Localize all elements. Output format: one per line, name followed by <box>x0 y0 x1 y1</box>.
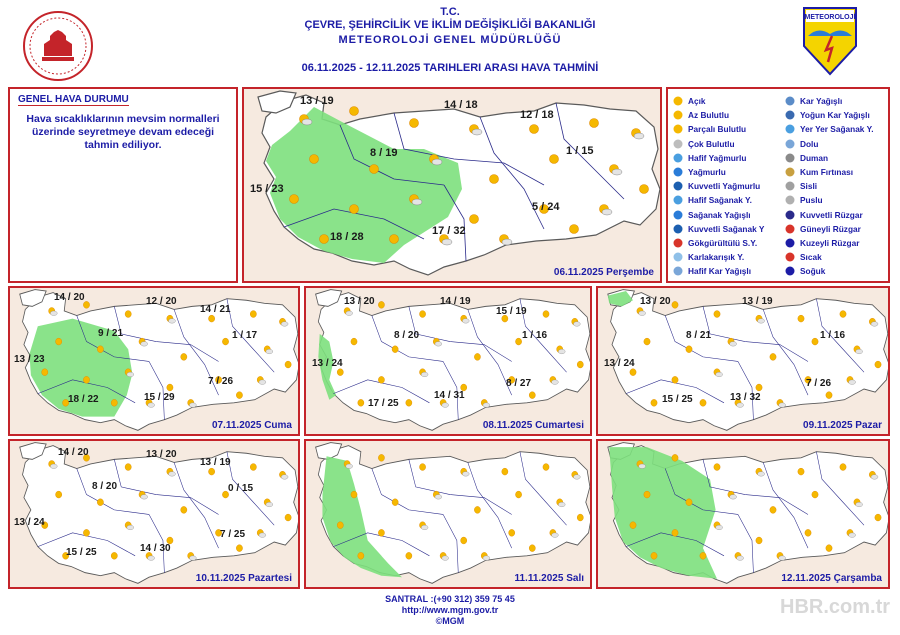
sandstorm-icon <box>784 166 796 178</box>
legend-item <box>672 222 764 236</box>
heavy-shower-icon <box>672 223 684 235</box>
temp-label: 13 / 24 <box>604 358 635 369</box>
sun-icon <box>515 491 521 498</box>
sun-icon <box>826 392 832 399</box>
forecast-map-day-3 <box>304 286 592 436</box>
legend-item <box>784 137 874 151</box>
hail-icon <box>784 138 796 150</box>
footer-url[interactable]: http://www.mgm.gov.tr <box>401 605 499 615</box>
directorate-title: METEOROLOJİ GENEL MÜDÜRLÜĞÜ <box>338 34 562 46</box>
legend-label: Az Bulutlu <box>688 110 730 121</box>
legend-item <box>672 137 764 151</box>
legend-item <box>672 208 764 222</box>
sun-icon <box>798 468 804 475</box>
sun-icon <box>840 464 846 471</box>
sun-icon <box>97 499 103 506</box>
map-date-label: 08.11.2025 Cumartesi <box>482 420 584 431</box>
temp-label: 14 / 18 <box>444 99 478 111</box>
legend-item <box>784 264 874 278</box>
sun-icon <box>714 311 720 318</box>
temp-label: 12 / 20 <box>146 296 177 307</box>
map-date-label: 06.11.2025 Perşembe <box>553 267 654 278</box>
sun-icon <box>826 545 832 552</box>
sun-icon <box>770 506 776 513</box>
sun-icon <box>812 338 818 345</box>
sun-icon <box>390 235 399 244</box>
turkey-map <box>306 288 592 436</box>
sun-icon <box>543 464 549 471</box>
sun-icon <box>350 205 359 214</box>
sun-icon <box>208 468 214 475</box>
general-weather-title: GENEL HAVA DURUMU <box>18 94 129 105</box>
legend-label: Sağanak Yağışlı <box>688 209 751 220</box>
footer-copyright: ©MGM <box>435 616 465 626</box>
temp-label: 1 / 16 <box>522 330 548 341</box>
legend-item <box>784 94 874 108</box>
header-tc: T.C. <box>440 6 460 18</box>
temp-label: 15 / 25 <box>662 394 693 405</box>
map-date-label: 09.11.2025 Pazar <box>803 420 882 431</box>
legend-item <box>672 94 764 108</box>
temp-label: 14 / 31 <box>434 390 465 401</box>
legend-item <box>784 208 874 222</box>
sun-icon <box>490 175 499 184</box>
sun-icon <box>515 338 521 345</box>
sun-icon <box>83 529 89 536</box>
sun-icon <box>250 464 256 471</box>
sun-icon <box>370 165 379 174</box>
sun-icon <box>474 506 480 513</box>
watermark: HBR.com.tr <box>780 596 891 618</box>
haze-icon <box>784 194 796 206</box>
legend-label: Yağmurlu <box>688 167 726 178</box>
scattered-shower-icon <box>784 123 796 135</box>
legend-item <box>672 122 764 136</box>
legend-label: Karlakarışık Y. <box>688 252 745 263</box>
sun-icon <box>590 119 599 128</box>
sun-icon <box>419 464 425 471</box>
legend-item <box>784 165 874 179</box>
thunderstorm-icon <box>672 237 684 249</box>
sun-icon <box>570 225 579 234</box>
legend-label: Hafif Kar Yağışlı <box>688 266 752 277</box>
sun-icon <box>672 95 684 107</box>
hot-icon <box>784 251 796 263</box>
general-weather-text: Hava sıcaklıklarının mevsim normalleri üzerinde seyretmeye devam edeceği tahmin ediliyor. <box>26 113 220 151</box>
sun-icon <box>358 552 364 559</box>
legend-item <box>672 108 764 122</box>
cold-icon <box>784 265 796 277</box>
legend-label: Kuvvetli Sağanak Y <box>688 223 765 234</box>
sun-icon <box>111 552 117 559</box>
turkey-map <box>244 89 662 283</box>
map-date-label: 12.11.2025 Çarşamba <box>781 573 882 584</box>
temp-label: 13 / 20 <box>344 296 375 307</box>
legend-label: Duman <box>800 152 829 163</box>
temp-label: 13 / 24 <box>312 358 343 369</box>
sleet-icon <box>672 251 684 263</box>
legend-item <box>672 250 764 264</box>
sun-icon <box>378 376 384 383</box>
temp-label: 13 / 24 <box>14 517 45 528</box>
turkey-map <box>598 288 890 436</box>
forecast-map-day-4 <box>596 286 890 436</box>
sun-icon <box>350 107 359 116</box>
sun-icon <box>56 491 62 498</box>
logo-text: METEOROLOJİ <box>804 14 856 21</box>
legend-label: Yoğun Kar Yağışlı <box>800 110 870 121</box>
sun-icon <box>337 369 343 376</box>
forecast-range-title: 06.11.2025 - 12.11.2025 TARIHLERI ARASI HAVA TAHMİNİ <box>301 62 599 74</box>
sun-icon <box>351 338 357 345</box>
legend-label: Kuvvetli Rüzgar <box>800 209 863 220</box>
sun-icon <box>42 369 48 376</box>
rain-icon <box>672 166 684 178</box>
sun-icon <box>181 353 187 360</box>
temp-label: 13 / 19 <box>200 457 231 468</box>
sun-icon <box>502 468 508 475</box>
sun-icon <box>236 545 242 552</box>
sun-icon <box>672 529 678 536</box>
temp-label: 13 / 19 <box>300 95 334 107</box>
partly-cloudy-icon <box>672 123 684 135</box>
legend-item <box>784 193 874 207</box>
legend-label: Sıcak <box>800 252 822 263</box>
temp-label: 14 / 21 <box>200 304 231 315</box>
sun-icon <box>798 315 804 322</box>
sun-icon <box>250 311 256 318</box>
legend-item <box>784 179 874 193</box>
forecast-map-day-1 <box>242 87 662 283</box>
forecast-map-day-2 <box>8 286 300 436</box>
legend-label: Sisli <box>800 181 818 192</box>
turkey-map <box>10 441 300 589</box>
legend-item <box>784 222 874 236</box>
sun-icon <box>83 376 89 383</box>
strong-wind-icon <box>784 209 796 221</box>
sun-icon <box>805 529 811 536</box>
temp-label: 8 / 27 <box>506 378 532 389</box>
sun-icon <box>756 537 762 544</box>
temp-label: 18 / 28 <box>330 231 364 243</box>
legend-label: Kum Fırtınası <box>800 167 854 178</box>
temp-label: 17 / 25 <box>368 398 399 409</box>
temp-label: 17 / 32 <box>432 225 466 237</box>
turkey-map <box>10 288 300 436</box>
fog-icon <box>784 180 796 192</box>
sun-icon <box>392 499 398 506</box>
sun-icon <box>644 491 650 498</box>
north-wind-icon <box>784 237 796 249</box>
sun-icon <box>672 301 678 308</box>
sun-icon <box>672 376 678 383</box>
forecast-map-day-6 <box>304 439 592 589</box>
sun-icon <box>812 491 818 498</box>
legend-item <box>672 151 764 165</box>
few-clouds-icon <box>672 109 684 121</box>
sun-icon <box>125 464 131 471</box>
sun-icon <box>337 522 343 529</box>
legend-label: Puslu <box>800 195 823 206</box>
legend-column-2 <box>784 94 874 278</box>
sun-icon <box>208 315 214 322</box>
forecast-map-day-7 <box>596 439 890 589</box>
ministry-emblem-icon <box>22 10 94 82</box>
temp-label: 12 / 18 <box>520 109 554 121</box>
legend-item <box>672 179 764 193</box>
sun-icon <box>406 399 412 406</box>
sun-icon <box>714 464 720 471</box>
temp-label: 13 / 32 <box>730 392 761 403</box>
sun-icon <box>875 361 881 368</box>
turkey-land <box>611 293 890 431</box>
temp-label: 8 / 20 <box>394 330 420 341</box>
sun-icon <box>125 311 131 318</box>
sun-icon <box>686 499 692 506</box>
sun-icon <box>640 185 649 194</box>
legend-label: Açık <box>688 96 706 107</box>
temp-label: 8 / 19 <box>370 147 398 159</box>
sun-icon <box>410 119 419 128</box>
temp-label: 14 / 19 <box>440 296 471 307</box>
sun-icon <box>378 301 384 308</box>
sun-icon <box>474 353 480 360</box>
sun-icon <box>285 514 291 521</box>
shower-icon <box>672 209 684 221</box>
sun-icon <box>310 155 319 164</box>
temp-label: 1 / 17 <box>232 330 258 341</box>
sun-icon <box>406 552 412 559</box>
south-wind-icon <box>784 223 796 235</box>
legend-item <box>784 250 874 264</box>
sun-icon <box>651 552 657 559</box>
sun-icon <box>630 369 636 376</box>
turkey-land <box>318 293 591 431</box>
sun-icon <box>875 514 881 521</box>
legend-item <box>784 151 874 165</box>
temp-label: 13 / 19 <box>742 296 773 307</box>
meteorology-logo-icon <box>802 6 858 76</box>
temp-label: 14 / 20 <box>54 292 85 303</box>
smoke-icon <box>784 152 796 164</box>
sun-icon <box>392 346 398 353</box>
sun-icon <box>509 529 515 536</box>
temp-label: 7 / 26 <box>806 378 832 389</box>
temp-label: 0 / 15 <box>228 483 254 494</box>
turkey-map <box>306 441 592 589</box>
temp-label: 15 / 19 <box>496 306 527 317</box>
legend-item <box>784 108 874 122</box>
legend-label: Yer Yer Sağanak Y. <box>800 124 874 135</box>
sun-icon <box>351 491 357 498</box>
temp-label: 14 / 30 <box>140 543 171 554</box>
legend-column-1 <box>672 94 764 278</box>
map-date-label: 07.11.2025 Cuma <box>211 420 292 431</box>
sun-icon <box>378 529 384 536</box>
sun-icon <box>644 338 650 345</box>
sun-icon <box>529 545 535 552</box>
sun-icon <box>700 552 706 559</box>
legend-label: Parçalı Bulutlu <box>688 124 747 135</box>
temp-label: 1 / 16 <box>820 330 846 341</box>
light-rain-icon <box>672 152 684 164</box>
turkey-map <box>598 441 890 589</box>
legend-label: Kuzeyli Rüzgar <box>800 237 860 248</box>
legend-label: Hafif Yağmurlu <box>688 152 747 163</box>
legend-item <box>784 122 874 136</box>
temp-label: 9 / 21 <box>98 328 124 339</box>
light-shower-icon <box>672 194 684 206</box>
legend-label: Kar Yağışlı <box>800 96 843 107</box>
sun-icon <box>550 155 559 164</box>
temp-label: 15 / 23 <box>250 183 284 195</box>
sun-icon <box>529 392 535 399</box>
heavy-rain-icon <box>672 180 684 192</box>
sun-icon <box>756 384 762 391</box>
legend-label: Kuvvetli Yağmurlu <box>688 181 761 192</box>
sun-icon <box>97 346 103 353</box>
sun-icon <box>543 311 549 318</box>
forecast-map-day-5 <box>8 439 300 589</box>
legend-item <box>784 236 874 250</box>
temp-label: 13 / 23 <box>14 354 45 365</box>
temp-label: 7 / 26 <box>208 376 234 387</box>
legend-box <box>666 87 890 283</box>
sun-icon <box>320 235 329 244</box>
sun-icon <box>686 346 692 353</box>
turkey-land <box>23 446 300 584</box>
snow-icon <box>784 95 796 107</box>
sun-icon <box>470 215 479 224</box>
sun-icon <box>419 311 425 318</box>
sun-icon <box>700 399 706 406</box>
temp-label: 8 / 21 <box>686 330 712 341</box>
map-date-label: 10.11.2025 Pazartesi <box>195 573 292 584</box>
temp-label: 8 / 20 <box>92 481 118 492</box>
legend-item <box>672 165 764 179</box>
general-weather-box <box>8 87 238 283</box>
legend-label: Hafif Sağanak Y. <box>688 195 752 206</box>
sun-icon <box>181 506 187 513</box>
sun-icon <box>285 361 291 368</box>
temp-label: 18 / 22 <box>68 394 99 405</box>
sun-icon <box>530 125 539 134</box>
sun-icon <box>840 311 846 318</box>
legend-label: Soğuk <box>800 266 826 277</box>
sun-icon <box>577 514 583 521</box>
legend-label: Güneyli Rüzgar <box>800 223 861 234</box>
map-date-label: 11.11.2025 Salı <box>514 573 584 584</box>
sun-icon <box>770 353 776 360</box>
sun-icon <box>358 399 364 406</box>
legend-item <box>672 193 764 207</box>
legend-label: Gökgürültülü S.Y. <box>688 237 758 248</box>
temp-label: 5 / 24 <box>532 201 560 213</box>
ministry-title: ÇEVRE, ŞEHİRCİLİK VE İKLİM DEĞİŞİKLİĞİ BAKANLIĞI <box>304 19 596 31</box>
temp-label: 14 / 20 <box>58 447 89 458</box>
sun-icon <box>672 454 678 461</box>
legend-item <box>672 264 764 278</box>
light-snow-icon <box>672 265 684 277</box>
temp-label: 13 / 20 <box>146 449 177 460</box>
sun-icon <box>651 399 657 406</box>
cloudy-icon <box>672 138 684 150</box>
sun-icon <box>222 338 228 345</box>
footer-phone: SANTRAL :(+90 312) 359 75 45 <box>385 594 515 604</box>
sun-icon <box>290 195 299 204</box>
temp-label: 7 / 25 <box>220 529 246 540</box>
heavy-snow-icon <box>784 109 796 121</box>
sun-icon <box>630 522 636 529</box>
legend-label: Dolu <box>800 138 819 149</box>
temp-label: 15 / 25 <box>66 547 97 558</box>
sun-icon <box>56 338 62 345</box>
sun-icon <box>236 392 242 399</box>
temp-label: 13 / 20 <box>640 296 671 307</box>
sun-icon <box>167 384 173 391</box>
legend-item <box>672 236 764 250</box>
sun-icon <box>461 537 467 544</box>
sun-icon <box>378 454 384 461</box>
temp-label: 15 / 29 <box>144 392 175 403</box>
temp-label: 1 / 15 <box>566 145 594 157</box>
sun-icon <box>111 399 117 406</box>
legend-label: Çok Bulutlu <box>688 138 735 149</box>
sun-icon <box>577 361 583 368</box>
